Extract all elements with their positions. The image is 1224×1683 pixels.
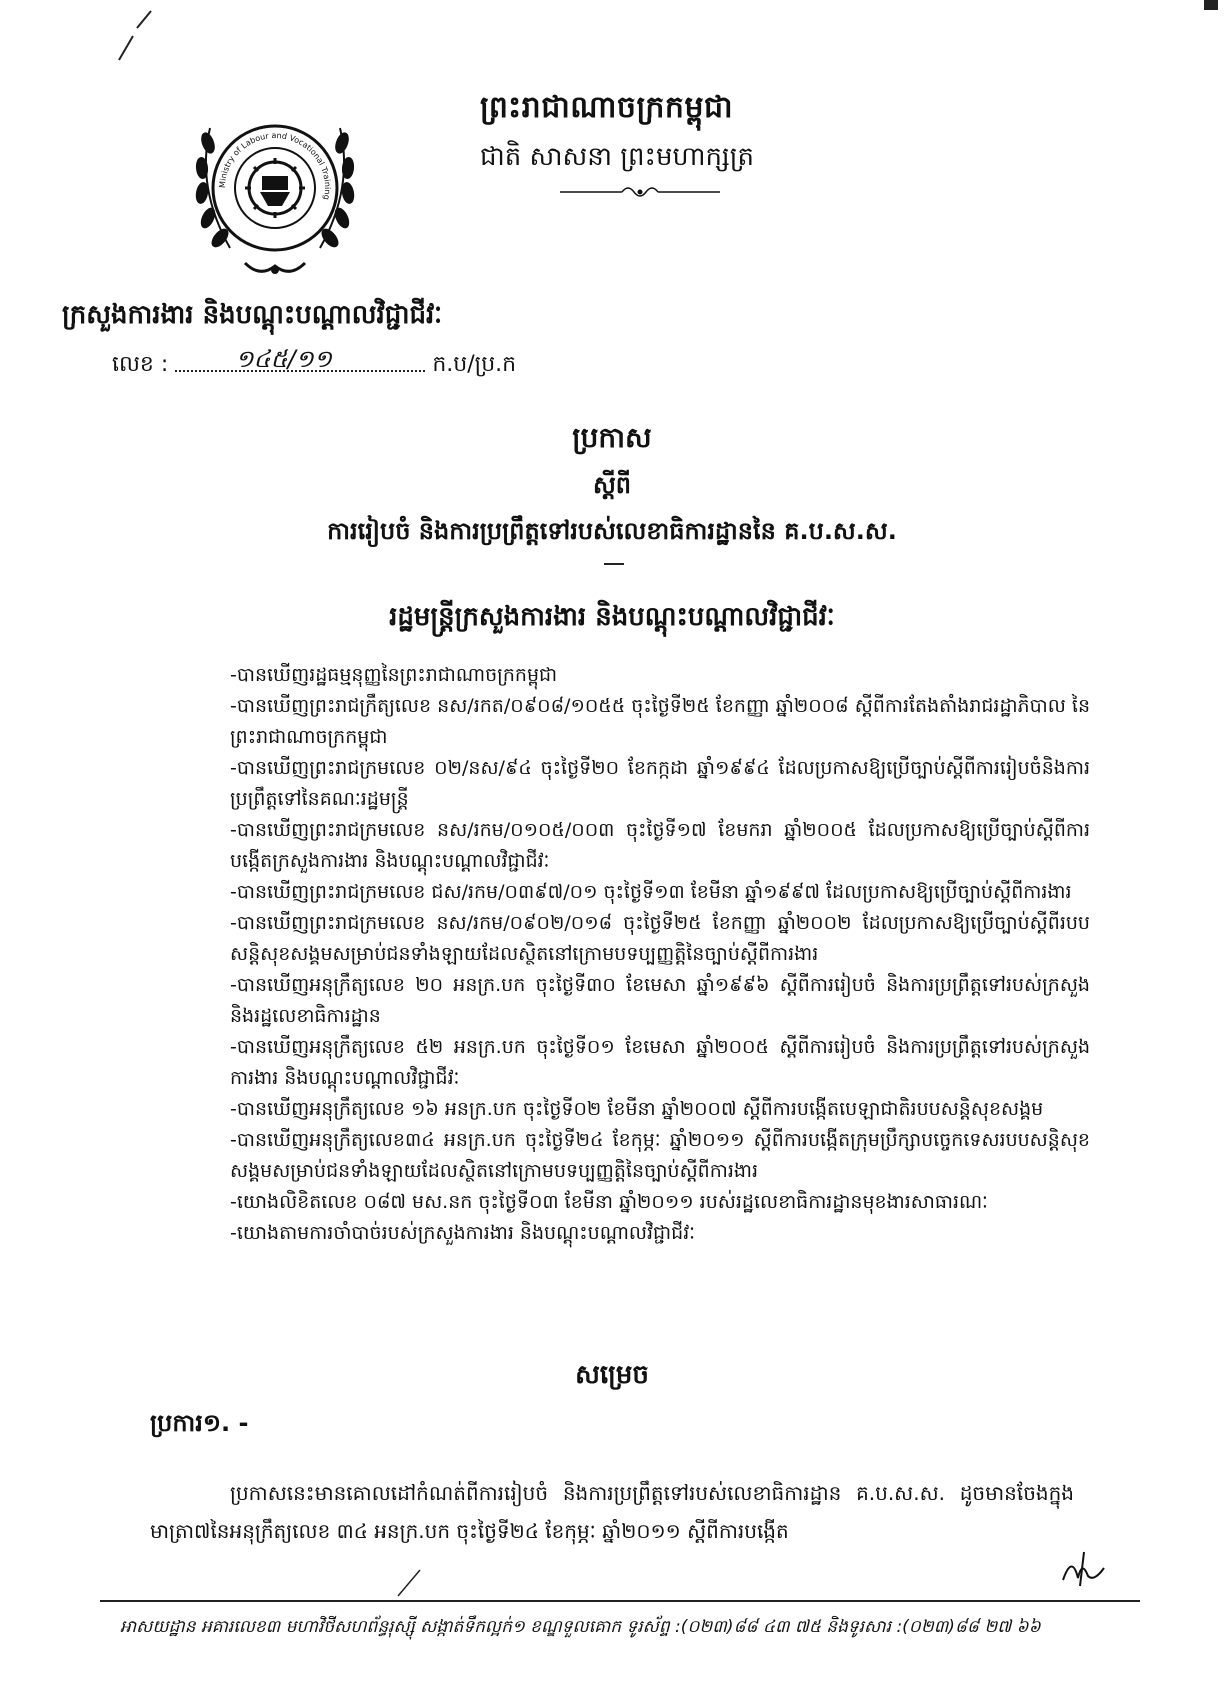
article-1-text: ប្រកាសនេះមានគោលដៅកំណត់ពីការរៀបចំ និងការប្រព្រឹត្តទៅរបស់លេខាធិការដ្ឋាន គ.ប.ស.ស. ដូចមានចែងក្នុងមាត្រា៧នៃអនុក្រឹត្យលេខ ៣៤ អនក្រ.បក ចុះថ្ងៃទី២៤ ខែកុម្ភៈ ឆ្នាំ២០១១ ស្តីពីការបង្កើត	[150, 1481, 1074, 1543]
declaration-on: ស្តីពី	[592, 471, 632, 499]
consideration-item: -យោងតាមការចាំបាច់របស់ក្រសួងការងារ និងបណ្តុះបណ្តាលវិជ្ជាជីវៈ	[230, 1222, 696, 1244]
issuing-ministry: ក្រសួងការងារ និងបណ្តុះបណ្តាលវិជ្ជាជីវៈ	[62, 300, 443, 330]
declaration-subject: ការរៀបចំ និងការប្រព្រឹត្តទៅរបស់លេខាធិការដ្ឋាននៃ គ.ប.ស.ស.	[327, 517, 897, 545]
consideration-item: -បានឃើញអនុក្រឹត្យលេខ ២០ អនក្រ.បក ចុះថ្ងៃទី៣០ ខែមេសា ឆ្នាំ១៩៩៦ ស្តីពីការរៀបចំ និងការប្រព្រឹត្តទៅរបស់ក្រសួង និងរដ្ឋលេខាធិការដ្ឋាន	[230, 974, 1090, 1027]
footer-rule	[100, 1600, 1140, 1602]
reference-handwritten: ១៤៥/១១	[235, 345, 332, 373]
divider-ornament-icon	[560, 184, 720, 200]
kingdom-heading: ព្រះរាជាណាចក្រកម្ពុជា	[480, 90, 734, 125]
reference-number	[112, 345, 517, 382]
consideration-item: -បានឃើញព្រះរាជក្រមលេខ នស/រកម/០១០៥/០០៣ ចុះថ្ងៃទី១៧ ខែមករា ឆ្នាំ២០០៥ ដែលប្រកាសឱ្យប្រើច្បាប់ស្តីពីការបង្កើតក្រសួងការងារ និងបណ្តុះបណ្តាលវិជ្ជាជីវៈ	[230, 819, 1090, 872]
national-motto: ជាតិ សាសនា ព្រះមហាក្សត្រ	[480, 142, 754, 172]
consideration-item: -បានឃើញព្រះរាជក្រឹត្យលេខ នស/រកត/០៩០៨/១០៥៥ ចុះថ្ងៃទី២៥ ខែកញ្ញា ឆ្នាំ២០០៨ ស្តីពីការតែងតាំងរាជរដ្ឋាភិបាល នៃព្រះរាជាណាចក្រកម្ពុជា	[230, 695, 1090, 748]
consideration-item: -បានឃើញអនុក្រឹត្យលេខ៣៤ អនក្រ.បក ចុះថ្ងៃទី២៤ ខែកុម្ភៈ ឆ្នាំ២០១១ ស្តីពីការបង្កើតក្រុមប្រឹក្សាបច្ចេកទេសរបបសន្តិសុខសង្គមសម្រាប់ជនទាំងឡាយដែលស្ថិតនៅក្រោមបទប្បញ្ញត្តិនៃច្បាប់ស្តីពីការងារ	[230, 1129, 1090, 1182]
consideration-item: -បានឃើញព្រះរាជក្រមលេខ ០២/នស/៩៤ ចុះថ្ងៃទី២០ ខែកក្កដា ឆ្នាំ១៩៩៤ ដែលប្រកាសឱ្យប្រើច្បាប់ស្តីពីការរៀបចំនិងការប្រព្រឹត្តទៅនៃគណៈរដ្ឋមន្ត្រី	[230, 757, 1090, 810]
initial-signature-icon	[1058, 1548, 1108, 1588]
consideration-item: -បានឃើញអនុក្រឹត្យលេខ ១៦ អនក្រ.បក ចុះថ្ងៃទី០២ ខែមីនា ឆ្នាំ២០០៧ ស្តីពីការបង្កើតបេឡាជាតិរបបសន្តិសុខសង្គម	[230, 1098, 1044, 1120]
considerations-list	[230, 660, 1090, 1249]
reference-suffix: ក.ប/ប្រ.ក	[432, 352, 517, 377]
pen-stroke-icon	[394, 1568, 424, 1598]
title-divider	[604, 563, 624, 565]
reference-dotted-line	[175, 345, 425, 373]
pen-mark-icon	[115, 8, 155, 63]
footer-address: អាសយដ្ឋាន អគារលេខ៣ មហាវិថីសហព័ន្ធរុស្ស៊ី សង្កាត់ទឹកល្អក់១ ខណ្ឌទួលគោក ទូរស័ព្ទ :(០២៣)៨៨ ៤៣ ៧៥ និងទូរសារ :(០២៣)៨៨ ២៧ ៦៦	[120, 1617, 1041, 1637]
consideration-item: -យោងលិខិតលេខ ០៨៧ មស.នក ចុះថ្ងៃទី០៣ ខែមីនា ឆ្នាំ២០១១ របស់រដ្ឋលេខាធិការដ្ឋានមុខងារសាធារណៈ	[230, 1191, 988, 1213]
decision-heading: សម្រេច	[575, 1360, 649, 1390]
seal-ring-text: Ministry of Labour and Vocational Training	[217, 130, 333, 201]
article-1-label: ប្រការ១. -	[150, 1409, 249, 1437]
consideration-item: -បានឃើញរដ្ឋធម្មនុញ្ញនៃព្រះរាជាណាចក្រកម្ពុជា	[230, 664, 558, 686]
consideration-item: -បានឃើញព្រះរាជក្រមលេខ នស/រកម/០៩០២/០១៨ ចុះថ្ងៃទី២៥ ខែកញ្ញា ឆ្នាំ២០០២ ដែលប្រកាសឱ្យប្រើច្បាប់ស្តីពីរបបសន្តិសុខសង្គមសម្រាប់ជនទាំងឡាយដែលស្ថិតនៅក្រោមបទប្បញ្ញត្តិនៃច្បាប់ស្តីពីការងារ	[230, 912, 1090, 965]
ministry-seal-icon	[190, 88, 360, 288]
reference-label: លេខ :	[112, 352, 169, 377]
declaration-title: ប្រកាស	[572, 421, 652, 454]
consideration-item: -បានឃើញអនុក្រឹត្យលេខ ៥២ អនក្រ.បក ចុះថ្ងៃទី០១ ខែមេសា ឆ្នាំ២០០៥ ស្តីពីការរៀបចំ និងការប្រព្រឹត្តទៅរបស់ក្រសួងការងារ និងបណ្តុះបណ្តាលវិជ្ជាជីវៈ	[230, 1036, 1090, 1089]
minister-heading: រដ្ឋមន្ត្រីក្រសួងការងារ និងបណ្តុះបណ្តាលវិជ្ជាជីវៈ	[389, 602, 835, 632]
consideration-item: -បានឃើញព្រះរាជក្រមលេខ ជស/រកម/០៣៩៧/០១ ចុះថ្ងៃទី១៣ ខែមីនា ឆ្នាំ១៩៩៧ ដែលប្រកាសឱ្យប្រើច្បាប់ស្តីពីការងារ	[230, 881, 1072, 903]
corner-mark	[1204, 0, 1218, 10]
